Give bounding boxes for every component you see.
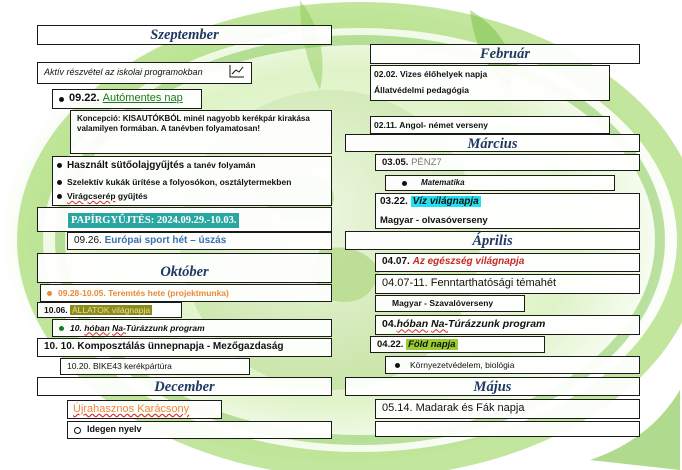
april-title: Április	[472, 233, 513, 249]
animals-day-row	[37, 302, 182, 318]
april-header	[345, 231, 640, 250]
september-title: Szeptember	[150, 27, 219, 43]
hike-prefix: Na-	[112, 322, 126, 333]
recite-text: Magyar - Szavalóverseny	[392, 298, 494, 309]
february-header	[370, 44, 640, 64]
october-header	[37, 253, 332, 283]
language-row	[67, 421, 332, 439]
empty-row	[375, 421, 640, 437]
december-title: December	[154, 379, 215, 395]
bullet-icon	[57, 163, 62, 168]
hike-word: hóban	[84, 322, 110, 333]
math-row	[385, 175, 615, 191]
bullet-icon	[59, 326, 64, 331]
bullet-icon	[74, 427, 81, 434]
animals-date: 10.06.	[44, 304, 68, 315]
creation-text: 09.28-10.05. Teremtés hete (projektmunka)	[58, 287, 229, 298]
money-row	[375, 154, 640, 171]
october-title: Október	[160, 264, 209, 280]
oil-label: Használt sütőolajgyűjtés	[67, 160, 185, 171]
hike-prefix: Na-	[431, 318, 448, 331]
compost-text: 10. 10. Komposztálás ünnepnapja - Mezőgazdaság	[44, 341, 284, 353]
chart-trend-icon	[229, 64, 245, 81]
bins-text: Szelektív kukák ürítése a folyosókon, osztálytermekben	[67, 176, 292, 187]
animals-text: ÁLLATOK világnapja	[72, 304, 151, 315]
compost-row	[37, 338, 332, 357]
water-day-box	[375, 193, 640, 229]
money-text: PÉNZ7	[411, 156, 442, 168]
language-text: Idegen nyelv	[87, 424, 142, 435]
hike-word: hóban	[396, 318, 429, 331]
concept-box	[70, 110, 332, 154]
march-header	[345, 134, 640, 152]
bike-tour-row	[60, 358, 250, 375]
earth-text: Föld napja	[408, 338, 456, 350]
hike-program: Túrázzunk program	[125, 322, 205, 333]
sport-date: 09.26.	[74, 234, 102, 246]
birds-day-row	[375, 399, 640, 419]
recycle-christmas-row	[67, 400, 222, 419]
oil-rest: a tanév folyamán	[184, 160, 256, 170]
health-text: Az egészség világnapja	[412, 256, 525, 268]
water-date: 03.22.	[380, 196, 408, 207]
pots-rest: gyűjtés	[115, 191, 148, 202]
activity-row	[37, 62, 252, 84]
concept-text: Koncepció: KISAUTÓKBÓL minél nagyobb kerékpár kirakása valamilyen formában. A tanévben folyamatosan!	[77, 114, 310, 133]
sustainability-text: 04.07-11. Fenntarthatósági témahét	[382, 277, 557, 290]
sustainability-row	[375, 274, 640, 294]
february-events	[370, 65, 610, 101]
bike-text: 10.20. BIKE43 kerékpártúra	[67, 361, 172, 372]
pots-label: Virágcserép	[67, 191, 116, 202]
earth-date: 04.22.	[377, 338, 404, 350]
hike-program: Túrázzunk program	[447, 318, 546, 331]
water-text: Víz világnapja	[412, 196, 479, 207]
sport-week-row	[67, 232, 332, 250]
money-date: 03.05.	[382, 156, 409, 168]
december-header	[37, 377, 332, 396]
math-text: Matematika	[421, 178, 465, 187]
paper-collection-row	[37, 207, 332, 232]
reading-text: Magyar - olvasóverseny	[380, 214, 488, 226]
hike-month: 04.	[382, 318, 397, 331]
birds-text: 05.14. Madarak és Fák napja	[382, 402, 525, 415]
april-hike-row	[375, 315, 640, 335]
wetland-text: 02.02. Vizes élőhelyek napja	[374, 69, 488, 79]
activity-text: Aktív részvétel az iskolai programokban	[44, 67, 203, 78]
earth-day-row	[370, 336, 545, 353]
auto-date: 09.22.	[69, 92, 100, 105]
bullet-icon	[59, 97, 64, 102]
may-header	[345, 377, 640, 396]
auto-free-day-row	[52, 89, 202, 109]
march-title: Március	[467, 136, 518, 152]
biology-row	[385, 356, 640, 374]
health-day-row	[375, 253, 640, 272]
bullet-icon	[402, 181, 407, 186]
recitation-row	[375, 295, 525, 312]
february-title: Február	[480, 46, 530, 62]
auto-title: Autómentes nap	[102, 92, 183, 105]
biology-text: Környezetvédelem, biológia	[410, 359, 515, 370]
pedagogy-text: Állatvédelmi pedagógia	[374, 84, 469, 95]
may-title: Május	[473, 379, 512, 395]
english-text: 02.11. Angol- német verseny	[374, 120, 489, 130]
language-competition-row	[370, 116, 610, 134]
bullet-icon	[47, 291, 52, 296]
paper-collection-text: PAPÍRGYŰJTÉS: 2024.09.29.-10.03.	[68, 213, 239, 228]
bullet-icon	[395, 363, 400, 368]
creation-week-row	[40, 284, 332, 302]
october-hike-row	[52, 319, 332, 337]
bullet-icon	[57, 180, 62, 185]
health-date: 04.07.	[382, 256, 410, 268]
sport-text: Európai sport hét – úszás	[104, 234, 227, 246]
bullet-icon	[57, 194, 62, 199]
recycle-text: Újrahasznos Karácsony	[73, 403, 190, 415]
collections-box	[52, 156, 332, 206]
september-header	[37, 25, 332, 45]
hike-month: 10.	[70, 322, 82, 333]
